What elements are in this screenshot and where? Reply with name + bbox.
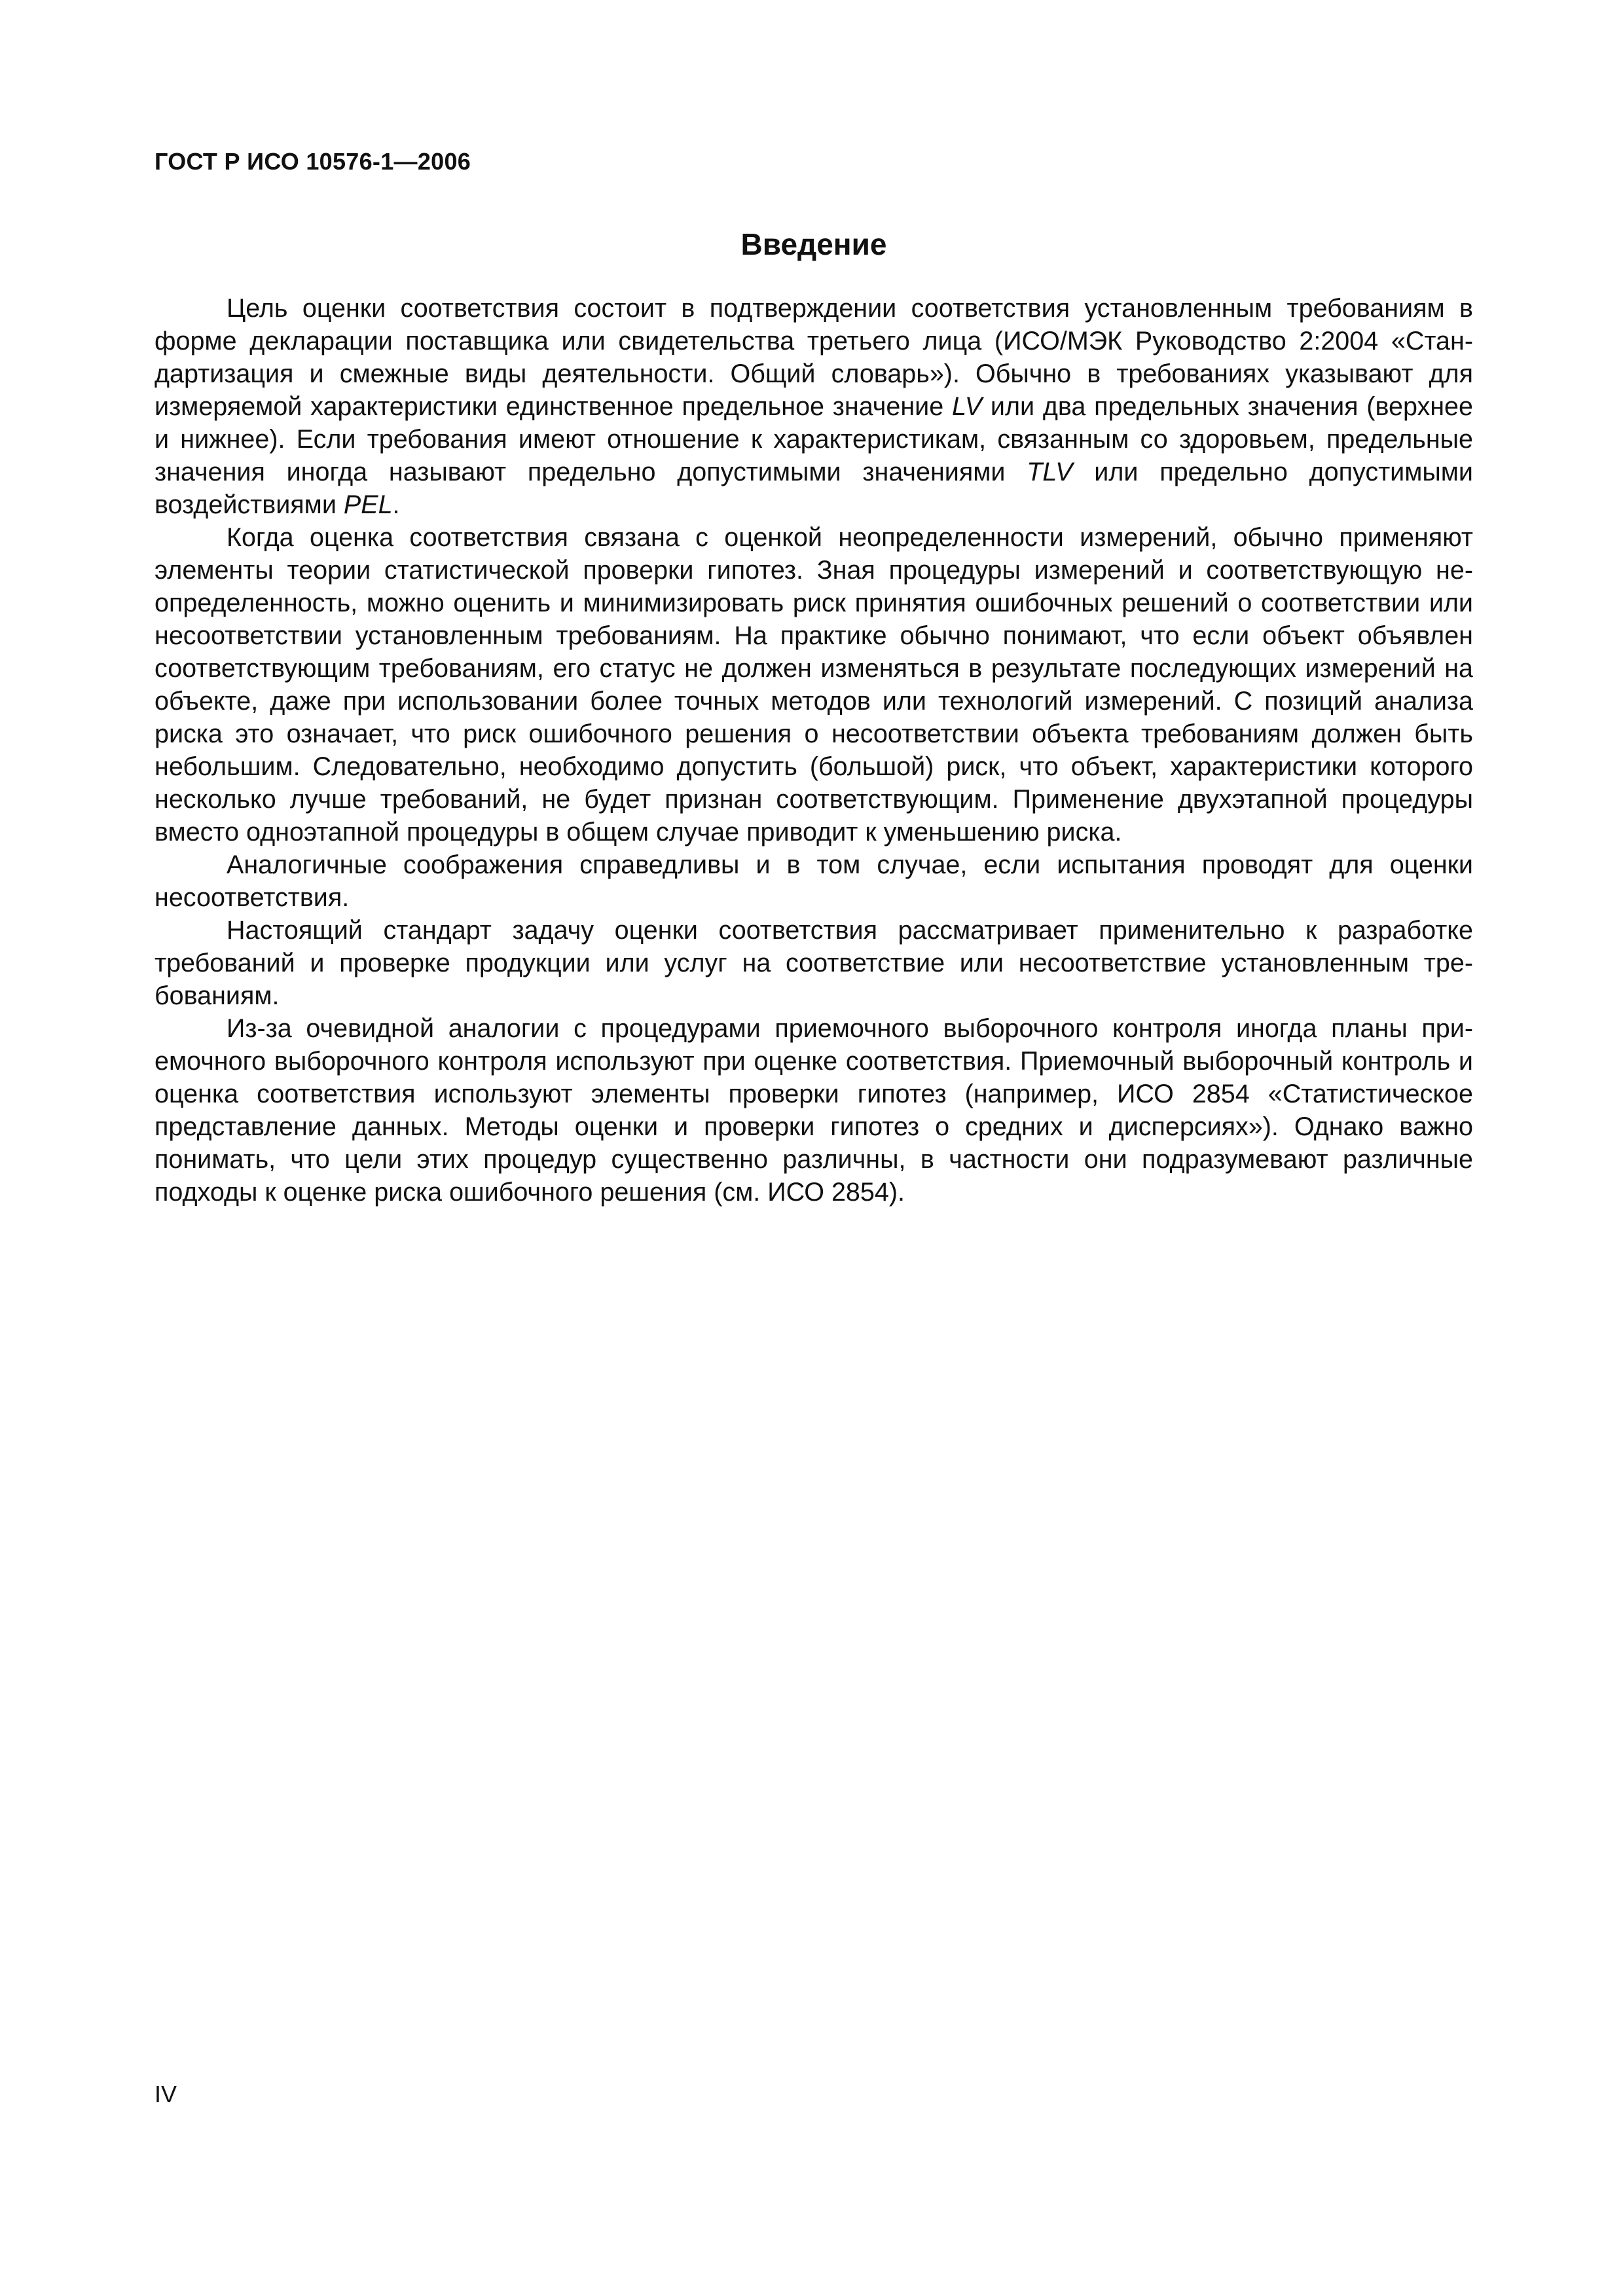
paragraph-1-text-c: или предельно допустимыми воздействиями xyxy=(155,458,1473,519)
term-lv: LV xyxy=(951,392,983,421)
paragraph-2: Когда оценка соответствия связана с оценкой неопределенности измерений, обычно применяют элементы теории статистической проверки гипотез. Зная процедуры измерений и соответствующую неопределенность, можно оценить и минимизировать риск принятия ошибочных решений о соответствии или несоответствии установленным требованиям. На практике обычно понимают, что если объект объявлен соответствующим требованиям, его статус не должен изменяться в результате последующих измерений на объекте, даже при использовании более точных методов или технологий измерений. С позиций анализа риска это означает, что риск ошибочного решения о несоответствии объекта требованиям должен быть небольшим. Следовательно, необходимо допустить (большой) риск, что объект, характеристики которого несколько лучше требований, не будет признан соответствующим. Применение двухэтапной процедуры вместо одноэтапной процедуры в общем случае приводит к уменьшению риска. xyxy=(155,523,1473,847)
paragraph-1-text-b: или два предельных значения (верхнее и нижнее). Если требования имеют отношение к характеристикам, связанным со здоровьем, предельные значения иногда называют предельно допустимыми значениями xyxy=(155,392,1473,486)
body-text xyxy=(155,292,1473,1209)
term-tlv: TLV xyxy=(1027,458,1073,486)
term-pel: PEL xyxy=(343,490,393,519)
paragraph-1-text-d: . xyxy=(392,490,400,519)
page-number: IV xyxy=(155,2081,177,2107)
document-code: ГОСТ Р ИСО 10576-1—2006 xyxy=(155,148,471,175)
paragraph-3: Аналогичные соображения справедливы и в том случае, если испытания проводят для оценки несоответствия. xyxy=(155,850,1473,912)
paragraph-1-text-a: Цель оценки соответствия состоит в подтверждении соответствия установленным требованиям в форме декларации поставщика или свидетельства третьего лица (ИСО/МЭК Руководство 2:2004 «Стандартизация и смежные виды деятельности. Общий словарь»). Обычно в требованиях указывают для измеряемой характеристики единственное предельное значение xyxy=(155,294,1473,421)
paragraph-4: Настоящий стандарт задачу оценки соответствия рассматривает применительно к разработке требований и проверке продукции или услуг на соответствие или несоответствие установленным требованиям. xyxy=(155,916,1473,1010)
section-title: Введение xyxy=(740,227,887,261)
paragraph-5: Из-за очевидной аналогии с процедурами приемочного выборочного контроля иногда планы приемочного выборочного контроля используют при оценке соответствия. Приемочный выборочный контроль и оценка соответствия используют элементы проверки гипотез (например, ИСО 2854 «Статистическое представление данных. Методы оценки и проверки гипотез о средних и дисперсиях»). Однако важно понимать, что цели этих процедур существенно различны, в частности они подразумевают различные подходы к оценке риска ошибочного решения (см. ИСО 2854). xyxy=(155,1014,1473,1207)
paragraph-1 xyxy=(155,292,1473,521)
